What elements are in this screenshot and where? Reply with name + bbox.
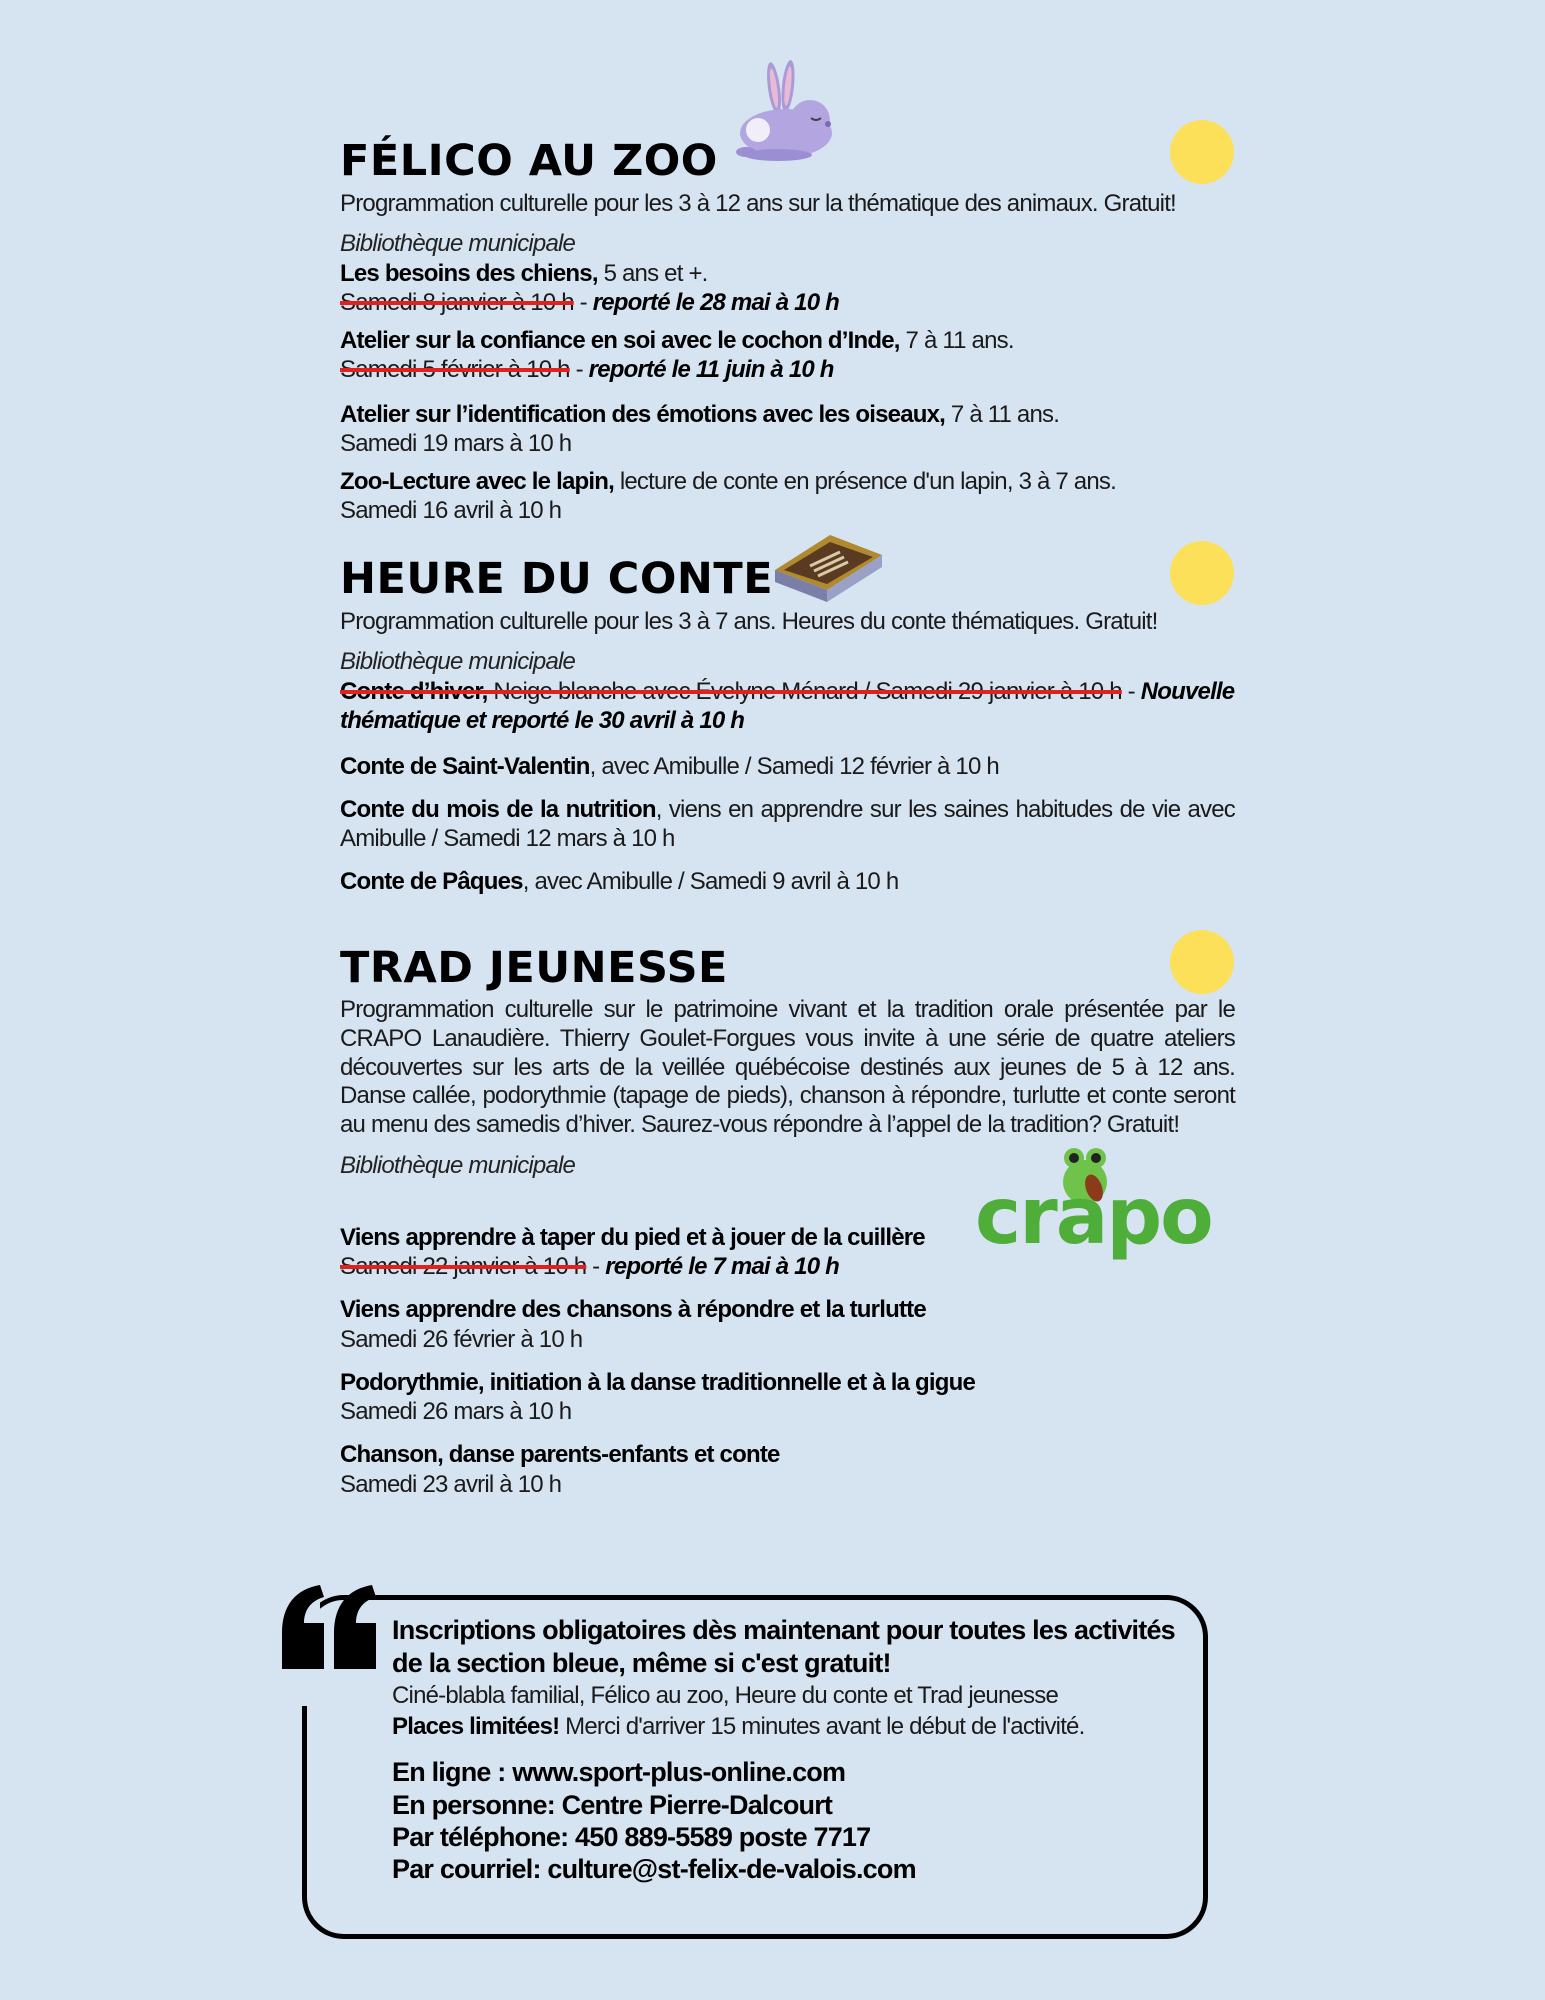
section-felico [340, 136, 1235, 525]
section-title-trad: TRAD JEUNESSE [340, 943, 728, 993]
places-note: Merci d'arriver 15 minutes avant le début de l'activité. [559, 1713, 1085, 1741]
event-name: Zoo-Lecture avec le lapin, [340, 467, 614, 495]
section-conte [340, 554, 1235, 897]
contact-block [392, 1756, 1192, 1886]
new-date: reporté le 7 mai à 10 h [605, 1253, 839, 1281]
venue-conte: Bibliothèque municipale [340, 648, 576, 676]
event-date: Samedi 23 avril à 10 h [340, 1470, 562, 1498]
event-name: Viens apprendre des chansons à répondre et la turlutte [340, 1296, 926, 1324]
new-date: reporté le 28 mai à 10 h [592, 289, 839, 317]
event-trad-2 [340, 1295, 1235, 1354]
event-felico-2 [340, 326, 1235, 385]
callout-text [392, 1614, 1192, 1886]
event-detail: 7 à 11 ans. [945, 401, 1060, 429]
section-trad [340, 943, 1235, 1499]
cancelled-date: Samedi 5 février à 10 h [340, 355, 570, 383]
intro-trad: Programmation culturelle sur le patrimoine vivant et la tradition orale présentée par le CRAPO Lanaudière. Thierry Goulet-Forgues vous invite à une série de quatre ateliers découvertes sur les arts de la veillée québécoise destinés aux jeunes de 5 à 12 ans. Danse callée, podorythmie (tapage de pieds), chanson à répondre, turlutte et conte seront au menu des samedis d’hiver. Saurez-vous répondre à l’appel de la tradition? Gratuit! [340, 996, 1235, 1139]
new-date: Nouvelle thématique et reporté le 30 avril à 10 h [340, 678, 1235, 735]
event-name: Conte d’hiver, [340, 678, 488, 706]
event-trad-1 [340, 1223, 1235, 1282]
event-name: Viens apprendre à taper du pied et à jouer de la cuillère [340, 1223, 925, 1251]
event-date: Samedi 19 mars à 10 h [340, 430, 572, 458]
event-detail: lecture de conte en présence d'un lapin, 3 à 7 ans. [613, 467, 1116, 495]
new-date: reporté le 11 juin à 10 h [588, 355, 834, 383]
event-detail: , avec Amibulle / Samedi 12 février à 10 h [589, 752, 999, 780]
cancelled-date: Samedi 22 janvier à 10 h [340, 1253, 587, 1281]
separator: - [586, 1253, 606, 1281]
event-conte-1 [340, 677, 1235, 736]
intro-felico: Programmation culturelle pour les 3 à 12 ans sur la thématique des animaux. Gratuit! [340, 190, 1176, 217]
event-conte-2 [340, 752, 1235, 781]
cancelled-detail: Neige blanche avec Évelyne Ménard / Samedi 29 janvier à 10 h [487, 678, 1122, 706]
event-name: Chanson, danse parents-enfants et conte [340, 1441, 780, 1469]
event-detail: , viens en apprendre sur les saines habitudes de vie avec Amibulle / Samedi 12 mars à 10 h [340, 795, 1235, 853]
event-felico-1 [340, 259, 1235, 318]
separator: - [573, 289, 593, 317]
section-title-felico: FÉLICO AU ZOO [340, 136, 718, 186]
event-detail: , avec Amibulle / Samedi 9 avril à 10 h [522, 868, 899, 896]
event-date: Samedi 16 avril à 10 h [340, 496, 562, 524]
event-name: Conte du mois de la nutrition [340, 795, 656, 823]
event-detail: 5 ans et +. [597, 260, 708, 288]
intro-conte: Programmation culturelle pour les 3 à 7 ans. Heures du conte thématiques. Gratuit! [340, 608, 1158, 635]
event-name: Les besoins des chiens, [340, 260, 598, 288]
crapo-logo-text: crapo [975, 1172, 1212, 1262]
callout-activities: Ciné-blabla familial, Félico au zoo, Heure du conte et Trad jeunesse [392, 1681, 1058, 1709]
event-name: Conte de Saint-Valentin [340, 752, 590, 780]
cancelled-date: Samedi 8 janvier à 10 h [340, 289, 574, 317]
quote-icon [278, 1583, 380, 1669]
event-name: Atelier sur l’identification des émotions avec les oiseaux, [340, 401, 946, 429]
event-name: Conte de Pâques [340, 868, 523, 896]
callout-headline: Inscriptions obligatoires dès maintenant pour toutes les activités de la section bleue, même si c'est gratuit! [392, 1615, 1175, 1678]
event-felico-4 [340, 467, 1235, 526]
venue-felico: Bibliothèque municipale [340, 230, 576, 258]
separator: - [1121, 678, 1141, 706]
venue-trad: Bibliothèque municipale [340, 1151, 576, 1179]
event-name: Atelier sur la confiance en soi avec le cochon d’Inde, [340, 326, 900, 354]
event-conte-3 [340, 795, 1235, 854]
event-name: Podorythmie, initiation à la danse traditionnelle et à la gigue [340, 1368, 976, 1396]
contact-email[interactable]: Par courriel: culture@st-felix-de-valois.com [392, 1854, 916, 1885]
event-conte-4 [340, 867, 1235, 896]
contact-online[interactable]: En ligne : www.sport-plus-online.com [392, 1757, 846, 1788]
event-felico-3 [340, 400, 1235, 459]
contact-in-person: En personne: Centre Pierre-Dalcourt [392, 1789, 833, 1820]
separator: - [569, 355, 589, 383]
event-trad-3 [340, 1368, 1235, 1427]
event-detail: 7 à 11 ans. [899, 326, 1014, 354]
section-title-conte: HEURE DU CONTE [340, 554, 774, 604]
event-trad-4 [340, 1440, 1235, 1499]
contact-phone[interactable]: Par téléphone: 450 889-5589 poste 7717 [392, 1822, 871, 1853]
event-date: Samedi 26 mars à 10 h [340, 1398, 572, 1426]
places-limited: Places limitées! [392, 1713, 560, 1741]
callout-places [392, 1711, 1192, 1742]
event-date: Samedi 26 février à 10 h [340, 1325, 583, 1353]
